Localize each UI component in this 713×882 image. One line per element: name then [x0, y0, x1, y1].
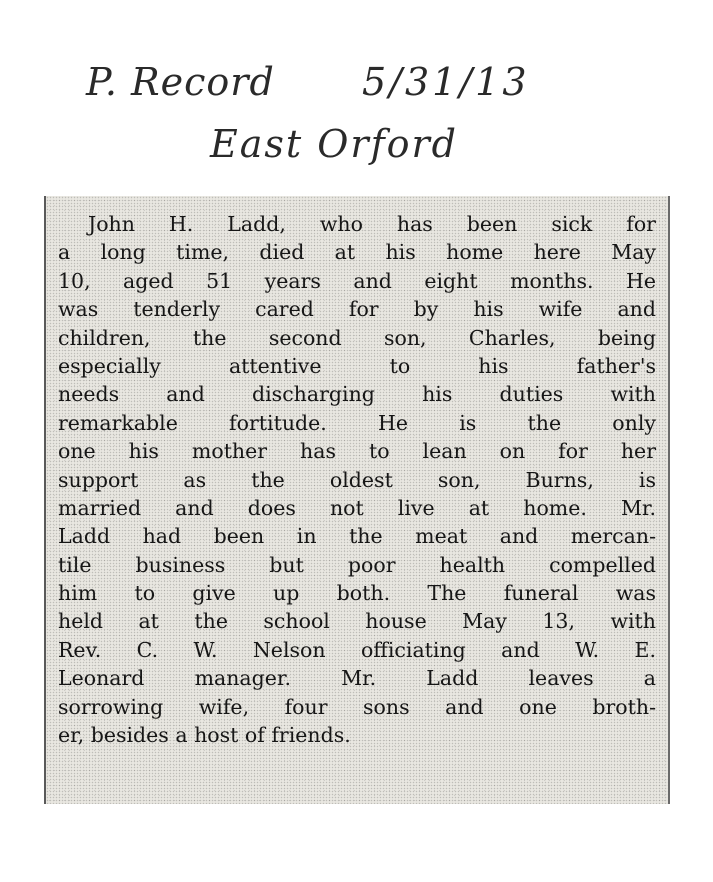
article-line: Leonard manager. Mr. Ladd leaves a [58, 666, 656, 691]
article-line: married and does not live at home. Mr. [58, 495, 656, 520]
article-line: 10, aged 51 years and eight months. He [58, 268, 656, 293]
article-line: him to give up both. The funeral was [58, 581, 656, 606]
article-line: Ladd had been in the meat and mercan- [58, 524, 656, 549]
article-line: Rev. C. W. Nelson officiating and W. E. [58, 637, 656, 662]
article-line: John H. Ladd, who has been sick for [88, 212, 656, 236]
article-line: er, besides a host of friends. [58, 723, 351, 748]
handwritten-source-note: P. Record [86, 60, 275, 104]
handwritten-place-note: East Orford [210, 122, 458, 166]
article-line: remarkable fortitude. He is the only [58, 410, 656, 435]
article-line: needs and discharging his duties with [58, 382, 656, 407]
article-line: sorrowing wife, four sons and one broth- [58, 694, 656, 719]
article-line: tile business but poor health compelled [58, 552, 656, 577]
article-line: especially attentive to his father's [58, 353, 656, 378]
article-line: held at the school house May 13, with [58, 609, 656, 634]
article-line: children, the second son, Charles, being [58, 325, 656, 350]
handwritten-date-note: 5/31/13 [362, 60, 530, 104]
article-line: support as the oldest son, Burns, is [58, 467, 656, 492]
article-line: one his mother has to lean on for her [58, 439, 656, 464]
article-line: a long time, died at his home here May [58, 240, 656, 265]
newspaper-clipping [44, 196, 670, 804]
article-line: was tenderly cared for by his wife and [58, 297, 656, 322]
obituary-article [58, 210, 656, 749]
